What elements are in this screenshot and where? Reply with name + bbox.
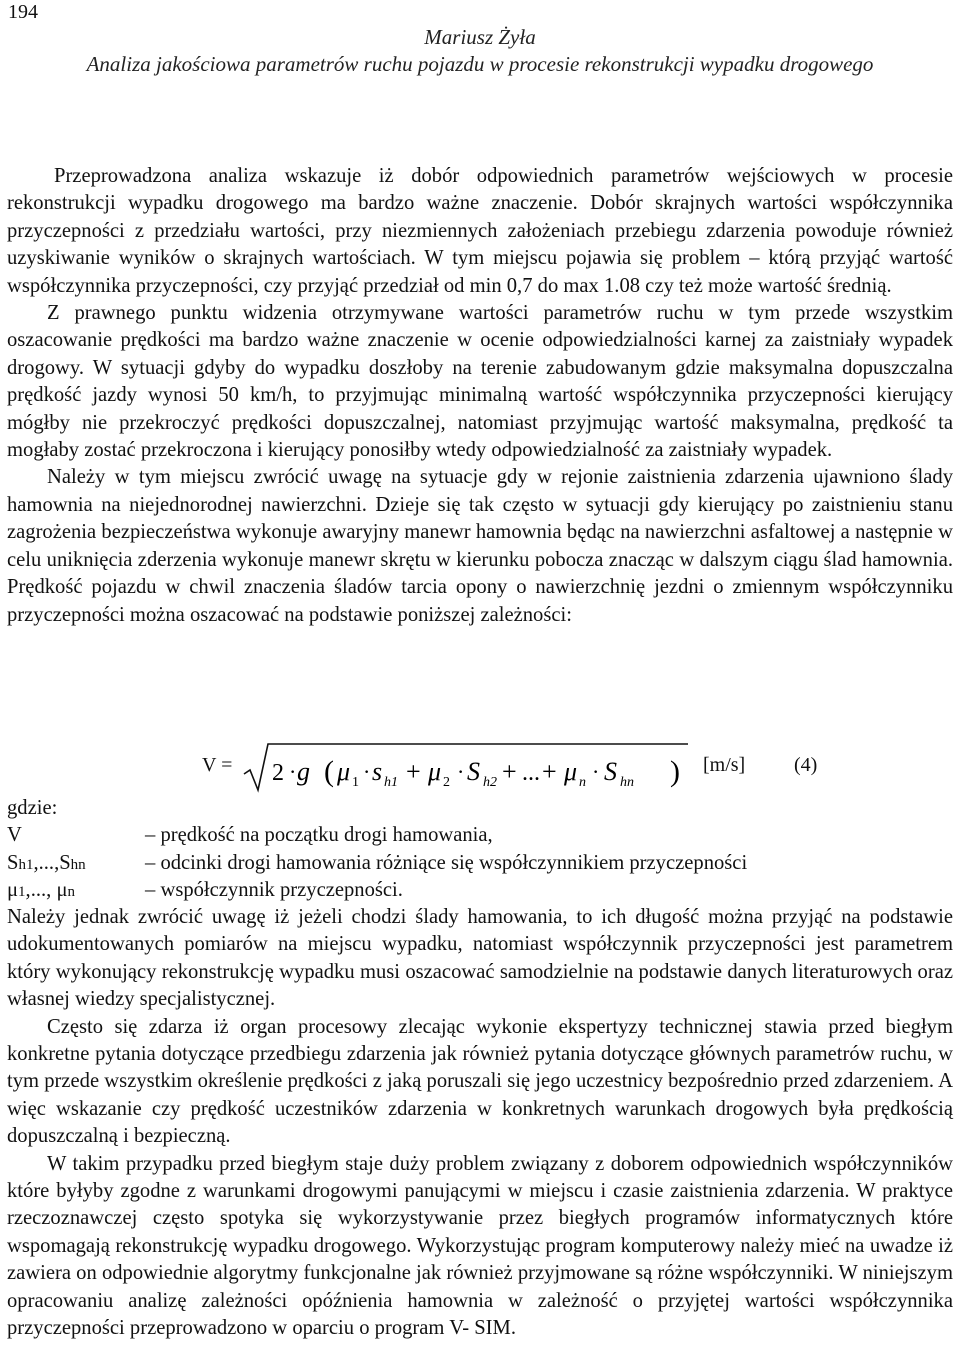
symbol-subscript: hn [70,856,86,873]
formula-dot: · [289,759,297,784]
formula-S-n: S [604,757,617,786]
body-text-after-formula [7,904,953,1343]
legend-intro [7,795,953,822]
legend-item [7,877,953,904]
paragraph: Należy w tym miejscu zwrócić uwagę na sytuacje gdy w rejonie zaistnienia zdarzenia ujawniono ślady hamownia na niejednorodnej nawierzchni. Dzieje się tak często w sytuacji gdy kierujący po zaistnieniu stanu zagrożenia bezpieczeństwa wykonuje awaryjny manewr hamownia będąc na nawierzchni asfaltowej a następnie w celu uniknięcia zderzenia wykonuje manewr skrętu w kierunku pobocza znacząc w dalszym ciągu ślad hamownia. Prędkość pojazdu w chwil znaczenia śladów tarcia opony o nawierzchnię jezdni o zmiennym współczynniku przyczepności można oszacować na podstawie poniższej zależności: [7,466,953,626]
formula-plus: + [502,757,517,786]
body-text-before-formula [7,163,953,629]
legend-definition: – odcinki drogi hamowania różniące się współczynnikiem przyczepności [145,851,748,874]
formula-plus: + [542,757,557,786]
formula-s-1: s [372,757,383,786]
page-number: 194 [8,1,38,23]
formula-dot: · [457,759,465,784]
formula-dot: · [363,759,371,784]
equation-4 [0,740,960,794]
legend-definition: – prędkość na początku drogi hamowania, [145,824,493,847]
running-head [0,24,960,78]
symbol-mid: ,..., μ [25,879,68,902]
symbol-main: μ [7,879,19,902]
formula-ellipsis: ... [522,760,540,786]
formula-sub-2: 2 [443,775,450,790]
paragraph: Często się zdarza iż organ procesowy zlecając wykonie ekspertyzy technicznej stawia przed biegłym konkretne pytania dotyczące przedbiegu zdarzenia jak również pytania dotyczące głównych parametrów ruchu, w tym przede wszystkim określenie prędkości z jaką poruszali się jego uczestnicy bezpośrednio przed zdarzeniem. A więc wskazanie czy prędkość uczestników zdarzenia w konkretnych warunkach drogowych była prędkością dopuszczalną i bezpieczną. [7,1015,953,1148]
formula-mu-2: μ [428,757,442,786]
formula-rparen: ) [670,755,680,788]
formula-plus: + [406,757,421,786]
symbol-subscript: 1 [18,884,26,901]
legend-definition: – współczynnik przyczepności. [145,879,403,902]
running-head-title: Analiza jakościowa parametrów ruchu pojazdu w procesie rekonstrukcji wypadku drogowego [86,52,874,76]
legend-intro-text: gdzie: [7,797,58,819]
legend-symbol [7,850,86,879]
legend-symbol [7,877,75,906]
formula-sub-1: 1 [352,775,359,790]
symbol-main: S [7,851,19,874]
paragraph: Z prawnego punktu widzenia otrzymywane wartości parametrów ruchu w tym przede wszystkim oszacowanie prędkości ma bardzo ważne znaczenie w ocenie odpowiedzialności karnej za zaistniały wypadek drogowy. W sytuacji gdyby do wypadku doszłoby na terenie zabudowanym gdzie maksymalna dopuszczalna prędkość jazdy wynosi 50 km/h, to przyjmując minimalną wartość współczynnika przyczepności kierujący mógłby nie przekroczyć prędkości dopuszczalnej, natomiast przyjmując wartość maksymalna, prędkość ta mogłaby zostać przekroczona i kierujący ponosiłby wtedy odpowiedzialność za zaistniały wypadek. [7,302,953,462]
formula-unit: [m/s] [703,754,746,776]
formula-sub-h2: h2 [483,775,497,790]
formula-lparen: ( [324,755,334,788]
formula-mu-1: μ [337,757,351,786]
formula-two: 2 [272,760,284,786]
formula-sub-h1: h1 [384,775,398,790]
equation-number: (4) [794,754,818,776]
paragraph: Należy jednak zwrócić uwagę iż jeżeli chodzi ślady hamowania, to ich długość można przyjąć na podstawie udokumentowanych pomiarów na miejscu wypadku, natomiast współczynnik przyczepności jest parametrem który wykonujący rekonstrukcję wypadku musi oszacować samodzielnie na podstawie danych literaturowych oraz własnej wiedzy specjalistycznej. [7,906,953,1011]
formula-expression [240,740,690,794]
running-head-author: Mariusz Żyła [424,25,536,49]
legend-symbol: V [7,824,22,847]
paragraph: W takim przypadku przed biegłym staje duży problem związany z doborem odpowiednich współczynników które byłyby zgodne z warunkami drogowymi panującymi w miejscu i czasie zaistnienia zdarzenia. W praktyce rzeczoznawczej często spotyka się wykorzystywanie przez biegłych programów informatycznych które wspomagają rekonstrukcję wypadku drogowego. Wykorzystując program komputerowy należy mieć na uwadze iż zawiera on odpowiednie algorytmy funkcjonalne jak również przyjmowane są różne współczynniki. W niniejszym opracowaniu analizę zależności opóźnienia hamownia w zależność o przyjętej wartości współczynnika przyczepności przeprowadzono w oparciu o program V- SIM. [7,1152,953,1340]
formula-sub-n: n [579,775,586,790]
formula-lhs: V = [202,754,233,776]
legend-item [7,822,953,849]
formula-mu-n: μ [564,757,578,786]
formula-sub-hn: hn [620,775,634,790]
formula-S-2: S [467,757,480,786]
symbol-mid: ,...,S [33,851,71,874]
symbol-subscript: h1 [18,856,34,873]
formula-g: g [297,757,310,786]
formula-dot: · [592,759,600,784]
legend-item [7,850,953,877]
symbol-subscript: n [67,884,75,901]
symbol-legend [7,795,953,905]
paragraph: Przeprowadzona analiza wskazuje iż dobór odpowiednich parametrów wejściowych w procesie rekonstrukcji wypadku drogowego ma bardzo ważne znaczenie. Dobór skrajnych wartości współczynnika przyczepności z przedziału wartości, przy niezmiennych założeniach przebiegu zdarzenia powoduje również uzyskiwanie wyników o skrajnych wartościach. W tym miejscu pojawia się problem – którą przyjąć wartość współczynnika przyczepności, czy przyjąć przedział od min 0,7 do max 1.08 czy też może wartość średnią. [7,165,953,297]
